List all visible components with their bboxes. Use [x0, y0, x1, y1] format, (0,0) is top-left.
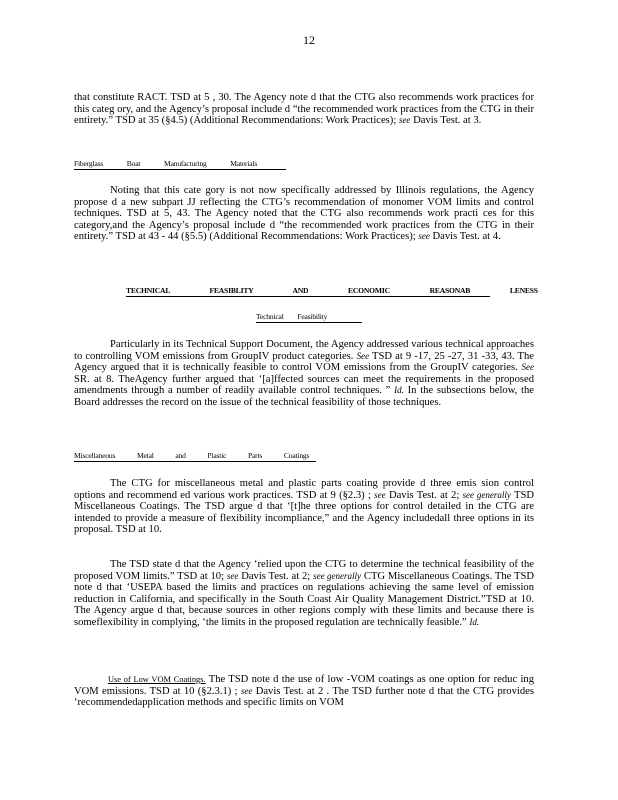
citation-signal: see	[374, 489, 386, 500]
paragraph-text: The TSD state d that the Agency ‘relied upon the CTG to determine the technical feasibility of the proposed VOM limits.” TSD at 10;	[74, 559, 534, 582]
citation-signal: See	[356, 350, 370, 361]
paragraph-text: CTG Miscellaneous Coatings. The TSD note d that ‘USEPA based the limits and practices on regulations achieving the same level of emission reduction in California, and specifically in the South Coast Air Quality Management District.”TSD at 10. The Agency argue d that, because sources in other regions comply with these limits and because there is someflexibility in complying, ‘the limits in the proposed regulation are technically feasible.”	[74, 570, 534, 628]
citation-signal: Id.	[469, 616, 480, 627]
citation-text: Davis Test. at 2;	[388, 489, 460, 501]
paragraph-text: that constitute RACT. TSD at 5 , 30. The Agency note d that the CTG also recommends work practices for this categ ory, and the Agency’s proposal include d “the recommended work practices from the CTG in their entirety.” TSD at 35 (§4.5) (Additional Recommendations: Work Practices);	[74, 92, 534, 127]
inline-heading: Use of Low VOM Coatings.	[108, 675, 206, 684]
page-number: 12	[303, 33, 315, 47]
citation-signal: See	[521, 362, 534, 373]
paragraph-text: In the subsections below, the Board addresses the record on the issue of the technical feasibility of those techniques.	[74, 385, 534, 408]
paragraph-ract-work-practices	[74, 92, 534, 127]
paragraph-text: Davis Test. at 2 . The TSD further note d that the CTG provides ‘recommendedapplication methods and specific limits on VOM	[74, 685, 534, 709]
paragraph-text: Particularly in its Technical Support Document, the Agency addressed various technical approaches to controlling VOM emissions from GroupIV product categories.	[74, 339, 534, 362]
heading-technical-feasibility: Technical Feasibility	[256, 312, 362, 323]
citation-signal: see	[226, 570, 239, 581]
paragraph-low-vom-coatings	[74, 674, 534, 709]
citation-signal: Id.	[394, 385, 404, 396]
paragraph-text: TSD at 9 -17, 25 -27, 31 -33, 43. The Agency argued that it is technically feasible to control VOM emissions from the GroupIV categories.	[74, 350, 535, 374]
heading-misc-metal-plastic: Miscellaneous Metal and Plastic Parts Coatings	[74, 451, 316, 462]
paragraph-fiberglass	[74, 185, 534, 243]
citation-text: Davis Test. at 3.	[413, 115, 482, 127]
paragraph-text: SR. at 8. TheAgency further argued that ‘[a]ffected sources can meet the requirements in the proposed amendments through a number of readily available control techniques. ”	[74, 373, 534, 397]
citation-signal: see	[240, 685, 253, 696]
paragraph-text: Noting that this cate gory is not now specifically addressed by Illinois regulations, the Agency propose d a new subpart JJ reflecting the CTG’s recommendation of monomer VOM limits and control techniques. TSD at 5, 43. The Agency noted that the CTG also recommends work practi ces for this category,and the Agency’s proposal include d “the recommended work practices from the CTG in their entirety.” TSD at 43 - 44 (§5.5) (Additional Recommendations: Work Practices);	[74, 185, 534, 243]
citation-signal: see	[398, 115, 411, 126]
heading-technical-economic: TECHNICAL FEASIBLITY AND ECONOMIC REASONAB LENESS	[126, 286, 538, 295]
paragraph-technical-approaches	[74, 339, 534, 409]
citation-signal: see	[418, 231, 430, 242]
citation-signal: see generally	[462, 489, 511, 500]
paragraph-text: The TSD note d the use of low -VOM coatings as one option for reduc ing VOM emissions. TSD at 10 (§2.3.1) ;	[74, 674, 534, 697]
citation-text: Davis Test. at 4.	[432, 231, 501, 243]
paragraph-tsd-feasibility	[74, 559, 534, 629]
citation-text: Davis Test. at 2;	[241, 570, 311, 582]
paragraph-ctg-options	[74, 478, 534, 536]
citation-signal: see generally	[313, 570, 362, 581]
paragraph-text: TSD Miscellaneous Coatings. The TSD argue d that ‘[t]he three options for control detailed in the CTG are intended to provide a measure of flexibility incompliance,” and the Agency includedall three options in its proposal. TSD at 10.	[74, 489, 534, 536]
paragraph-text: The CTG for miscellaneous metal and plastic parts coating provide d three emis sion control options and recommend ed various work practices. TSD at 9 (§2.3) ;	[74, 478, 534, 501]
heading-fiberglass-boat: Fiberglass Boat Manufacturing Materials	[74, 159, 286, 170]
